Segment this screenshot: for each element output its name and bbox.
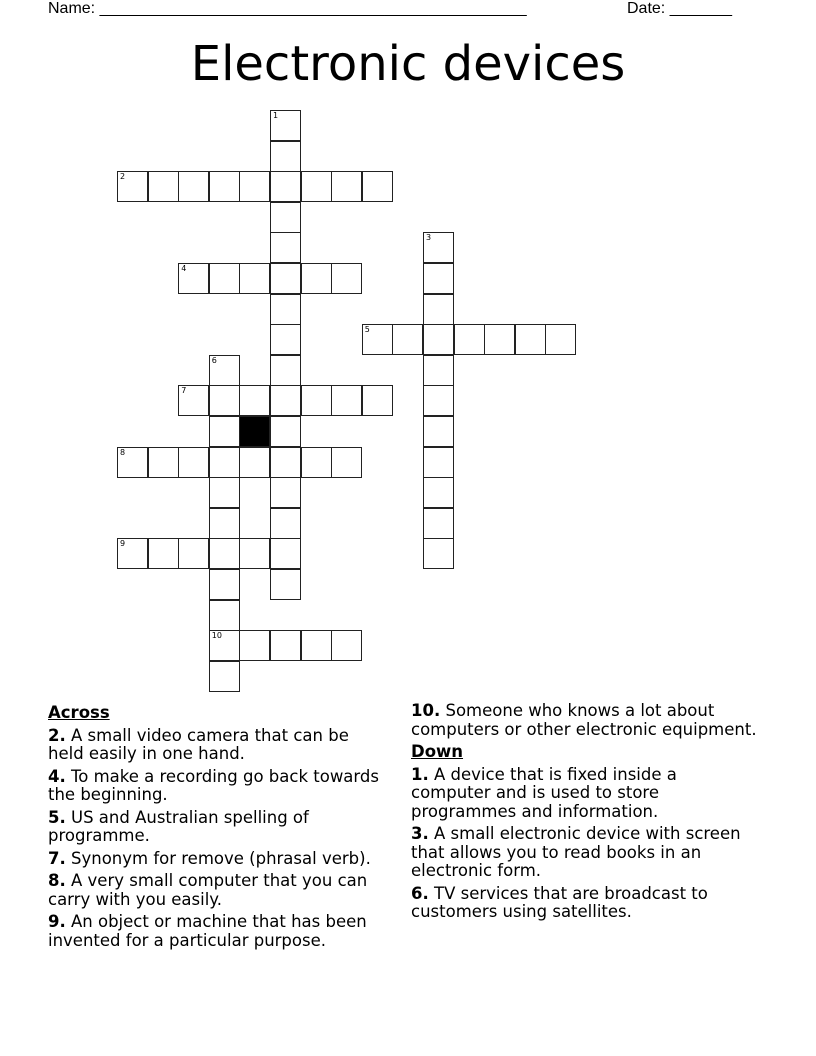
- clue-number: 8: [120, 447, 126, 457]
- grid-cell[interactable]: [270, 171, 301, 202]
- grid-cell[interactable]: [209, 569, 240, 600]
- puzzle-title: Electronic devices: [190, 36, 626, 92]
- down-heading: Down: [411, 742, 464, 761]
- grid-cell[interactable]: [209, 630, 240, 661]
- grid-cell[interactable]: [178, 263, 209, 294]
- grid-cell[interactable]: [423, 416, 454, 447]
- grid-cell[interactable]: [209, 447, 240, 478]
- grid-cell[interactable]: [209, 538, 240, 569]
- grid-cell[interactable]: [331, 385, 362, 416]
- clue-across-2: 2. A small video camera that can be held easily in one hand.: [48, 725, 349, 763]
- grid-cell[interactable]: [423, 477, 454, 508]
- clue-across-9: 9. An object or machine that has been invented for a particular purpose.: [48, 912, 367, 950]
- clue-number: 5: [364, 325, 370, 335]
- grid-cell[interactable]: [301, 263, 332, 294]
- grid-cell[interactable]: [301, 447, 332, 478]
- grid-cell[interactable]: [423, 324, 454, 355]
- clue-down-1: 1. A device that is fixed inside a computer and is used to store programmes and information.: [411, 764, 677, 821]
- grid-cell[interactable]: [178, 538, 209, 569]
- grid-cell[interactable]: [178, 447, 209, 478]
- clues-column-right: [411, 702, 761, 926]
- grid-cell[interactable]: [270, 385, 301, 416]
- grid-cell[interactable]: [270, 538, 301, 569]
- grid-cell[interactable]: [239, 538, 270, 569]
- across-heading: Across: [48, 703, 110, 722]
- grid-cell[interactable]: [270, 416, 301, 447]
- grid-cell[interactable]: [117, 171, 148, 202]
- grid-cell[interactable]: [270, 569, 301, 600]
- grid-cell[interactable]: [331, 171, 362, 202]
- grid-cell[interactable]: [454, 324, 485, 355]
- clue-down-6: 6. TV services that are broadcast to customers using satellites.: [411, 883, 708, 921]
- grid-cell[interactable]: [362, 385, 393, 416]
- grid-cell[interactable]: [209, 477, 240, 508]
- grid-cell[interactable]: [209, 171, 240, 202]
- name-field-label: Name: ________________________________________________: [48, 0, 527, 17]
- grid-cell[interactable]: [392, 324, 423, 355]
- grid-cell[interactable]: [148, 171, 179, 202]
- clue-number: 4: [181, 264, 187, 273]
- grid-cell[interactable]: [270, 141, 301, 172]
- clue-number: 3: [426, 233, 432, 243]
- grid-cell[interactable]: [209, 508, 240, 539]
- clue-number: 6: [211, 355, 217, 365]
- grid-cell[interactable]: [209, 263, 240, 294]
- grid-cell[interactable]: [117, 447, 148, 478]
- grid-cell[interactable]: [331, 630, 362, 661]
- black-cell: [239, 416, 270, 447]
- clue-number: 2: [120, 172, 126, 182]
- grid-cell[interactable]: [301, 630, 332, 661]
- grid-cell[interactable]: [362, 324, 393, 355]
- grid-cell[interactable]: [209, 661, 240, 692]
- grid-cell[interactable]: [209, 355, 240, 386]
- grid-cell[interactable]: [270, 232, 301, 263]
- grid-cell[interactable]: [209, 385, 240, 416]
- grid-cell[interactable]: [270, 263, 301, 294]
- grid-cell[interactable]: [270, 508, 301, 539]
- grid-cell[interactable]: [301, 171, 332, 202]
- grid-cell[interactable]: [270, 477, 301, 508]
- grid-cell[interactable]: [239, 447, 270, 478]
- clue-number: 7: [181, 386, 187, 396]
- grid-cell[interactable]: [270, 447, 301, 478]
- clue-across-4: 4. To make a recording go back towards the beginning.: [48, 766, 379, 804]
- grid-cell[interactable]: [148, 538, 179, 569]
- grid-cell[interactable]: [270, 355, 301, 386]
- grid-cell[interactable]: [178, 385, 209, 416]
- grid-cell[interactable]: [270, 202, 301, 233]
- grid-cell[interactable]: [148, 447, 179, 478]
- clue-number: 10: [211, 631, 222, 641]
- grid-cell[interactable]: [209, 600, 240, 631]
- clue-across-8: 8. A very small computer that you can carry with you easily.: [48, 871, 368, 909]
- grid-cell[interactable]: [484, 324, 515, 355]
- grid-cell[interactable]: [270, 630, 301, 661]
- grid-cell[interactable]: [178, 171, 209, 202]
- date-field-label: Date: _______: [627, 0, 732, 17]
- grid-cell[interactable]: [270, 294, 301, 325]
- clues-column-left: [48, 702, 388, 954]
- grid-cell[interactable]: [239, 385, 270, 416]
- grid-cell[interactable]: [270, 324, 301, 355]
- grid-cell[interactable]: [239, 630, 270, 661]
- grid-cell[interactable]: [331, 447, 362, 478]
- grid-cell[interactable]: [423, 232, 454, 263]
- clue-number: 1: [273, 111, 279, 120]
- clue-down-3: 3. A small electronic device with screen that allows you to read books in an electronic form.: [411, 824, 741, 880]
- grid-cell[interactable]: [423, 447, 454, 478]
- clue-across-7: 7. Synonym for remove (phrasal verb).: [48, 848, 371, 868]
- grid-cell[interactable]: [209, 416, 240, 447]
- grid-cell[interactable]: [117, 538, 148, 569]
- grid-cell[interactable]: [545, 324, 576, 355]
- clue-across-10: 10. Someone who knows a lot about computers or other electronic equipment.: [411, 701, 757, 739]
- grid-cell[interactable]: [423, 538, 454, 569]
- grid-cell[interactable]: [423, 385, 454, 416]
- grid-cell[interactable]: [239, 171, 270, 202]
- grid-cell[interactable]: [239, 263, 270, 294]
- grid-cell[interactable]: [515, 324, 546, 355]
- clue-across-5: 5. US and Australian spelling of programme.: [48, 807, 309, 845]
- grid-cell[interactable]: [301, 385, 332, 416]
- grid-cell[interactable]: [362, 171, 393, 202]
- clue-number: 9: [120, 539, 126, 549]
- grid-cell[interactable]: [423, 355, 454, 386]
- grid-cell[interactable]: [423, 508, 454, 539]
- grid-cell[interactable]: [423, 294, 454, 325]
- grid-cell[interactable]: [423, 263, 454, 294]
- grid-cell[interactable]: [331, 263, 362, 294]
- grid-cell[interactable]: [270, 110, 301, 141]
